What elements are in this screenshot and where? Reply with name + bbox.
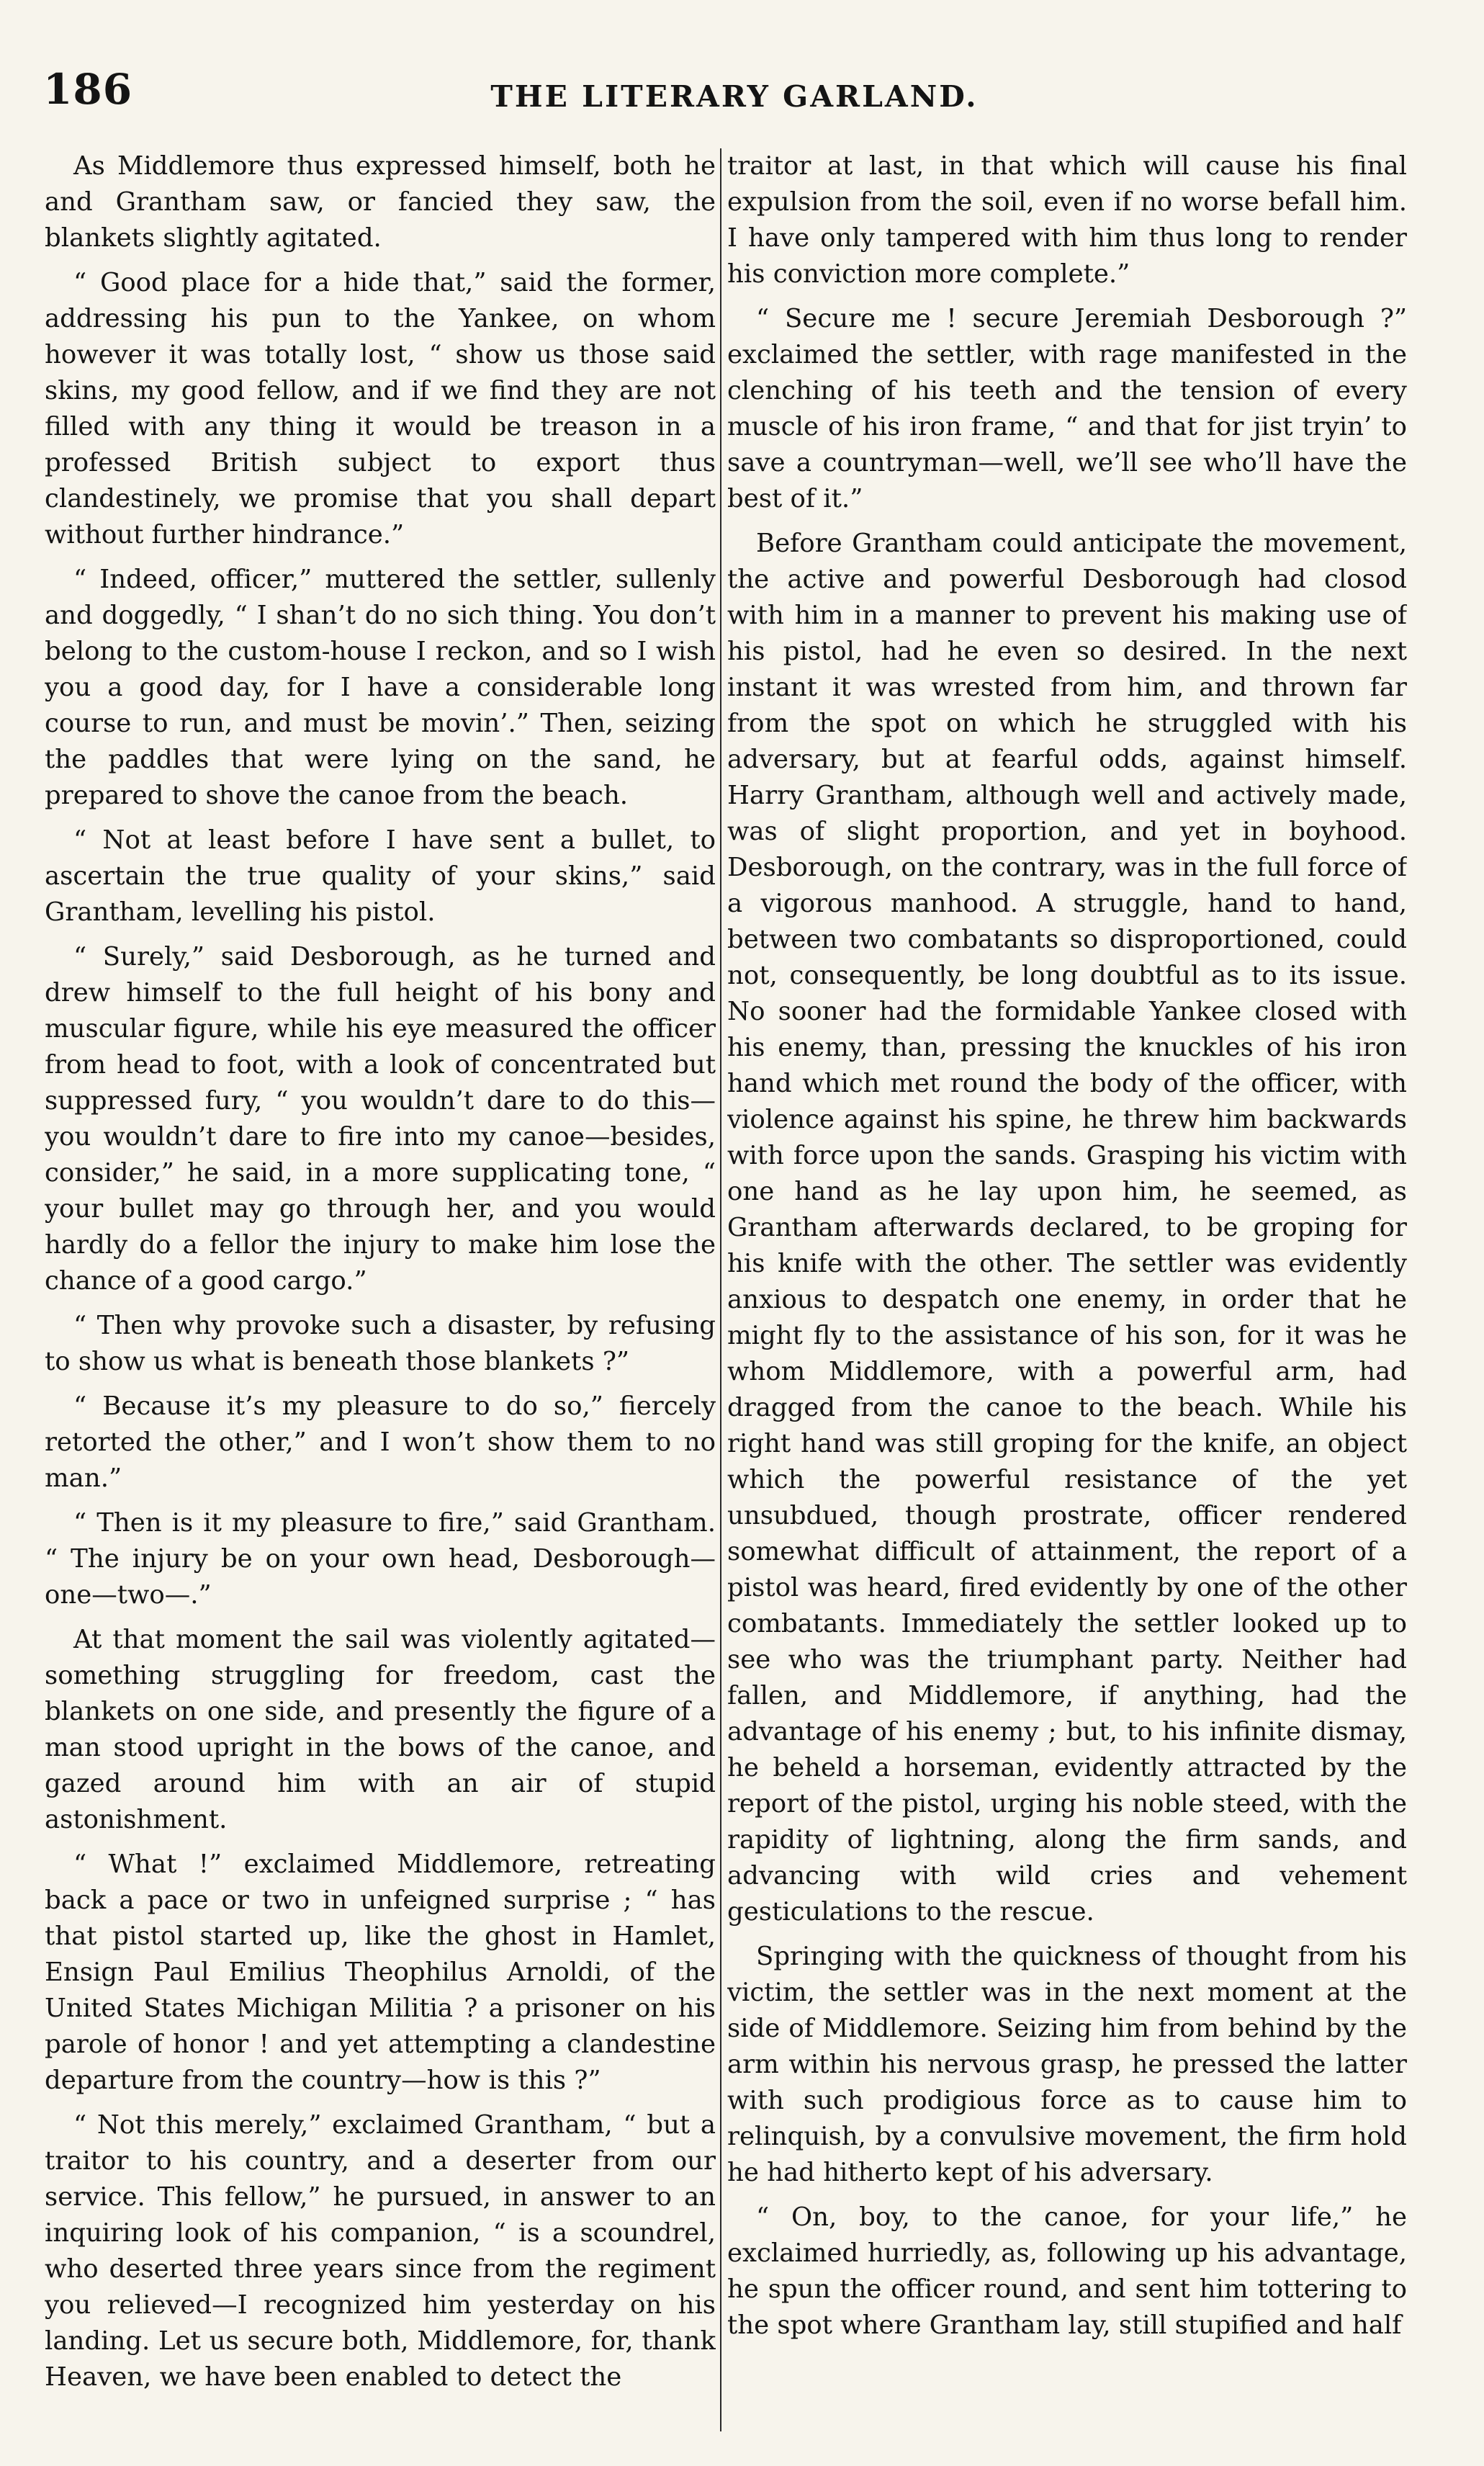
paragraph: “ Then is it my pleasure to fire,” said Grantham. “ The injury be on your own head, Desborough—one—two—.” [45, 1508, 716, 1610]
paragraph: “ Good place for a hide that,” said the former, addressing his pun to the Yankee, on whom however it was totally lost, “ show us those said skins, my good fellow, and if we find they are not filled with any thing it would be treason in a professed British subject to export thus clandestinely, we promise that you shall depart without further hindrance.” [45, 268, 716, 550]
paragraph: “ Surely,” said Desborough, as he turned and drew himself to the full height of his bony and muscular figure, while his eye measured the officer from head to foot, with a look of concentrated but suppressed fury, “ you wouldn’t dare to do this—you wouldn’t dare to fire into my canoe—besides, consider,” he said, in a more supplicating tone, “ your bullet may go through her, and you would hardly do a fellor the injury to make him lose the chance of a good cargo.” [45, 942, 716, 1296]
paragraph: Springing with the quickness of thought from his victim, the settler was in the next moment at the side of Middlemore. Seizing him from behind by the arm within his nervous grasp, he pressed the latter with such prodigious force as to cause him to relinquish, by a convulsive movement, the firm hold he had hitherto kept of his adversary. [727, 1942, 1407, 2187]
paragraph-continued: traitor at last, in that which will cause his final expulsion from the soil, even if no worse befall him. I have only tampered with him thus long to render his conviction more complete.” [727, 151, 1407, 289]
page-number: 186 [43, 65, 133, 114]
paragraph: At that moment the sail was violently agitated—something struggling for freedom, cast the blankets on one side, and presently the figure of a man stood upright in the bows of the canoe, and gazed around him with an air of stupid astonishment. [45, 1625, 716, 1834]
right-column [727, 148, 1407, 2431]
paragraph: As Middlemore thus expressed himself, both he and Grantham saw, or fancied they saw, the blankets slightly agitated. [45, 151, 716, 253]
paragraph: Before Grantham could anticipate the movement, the active and powerful Desborough had closod with him in a manner to prevent his making use of his pistol, had he even so desired. In the next instant it was wrested from him, and thrown far from the spot on which he struggled with his adversary, but at fearful odds, against himself. Harry Grantham, although well and actively made, was of slight proportion, and yet in boyhood. Desborough, on the contrary, was in the full force of a vigorous manhood. A struggle, hand to hand, between two combatants so disproportioned, could not, consequently, be long doubtful as to its issue. No sooner had the formidable Yankee closed with his enemy, than, pressing the knuckles of his iron hand which met round the body of the officer, with violence against his spine, he threw him backwards with force upon the sands. Grasping his victim with one hand as he lay upon him, he seemed, as Grantham afterwards declared, to be groping for his knife with the other. The settler was evidently anxious to despatch one enemy, in order that he might fly to the assistance of his son, for it was he whom Middlemore, with a powerful arm, had dragged from the canoe to the beach. While his right hand was still groping for the knife, an object which the powerful resistance of the yet unsubdued, though prostrate, officer rendered somewhat difficult of attainment, the report of a pistol was heard, fired evidently by one of the other combatants. Immediately the settler looked up to see who was the triumphant party. Neither had fallen, and Middlemore, if anything, had the advantage of his enemy ; but, to his infinite dismay, he beheld a horseman, evidently attracted by the report of the pistol, urging his noble steed, with the rapidity of lightning, along the firm sands, and advancing with wild cries and vehement gesticulations to the rescue. [727, 529, 1407, 1927]
running-title: THE LITERARY GARLAND. [490, 79, 979, 114]
paragraph: “ Indeed, officer,” muttered the settler, sullenly and doggedly, “ I shan’t do no sich thing. You don’t belong to the custom-house I reckon, and so I wish you a good day, for I have a considerable long course to run, and must be movin’.” Then, seizing the paddles that were lying on the sand, he prepared to shove the canoe from the beach. [45, 565, 716, 810]
paragraph: “ Not this merely,” exclaimed Grantham, “ but a traitor to his country, and a deserter from our service. This fellow,” he pursued, in answer to an inquiring look of his companion, “ is a scoundrel, who deserted three years since from the regiment you relieved—I recognized him yesterday on his landing. Let us secure both, Middlemore, for, thank Heaven, we have been enabled to detect the [45, 2110, 716, 2392]
paragraph: “ Secure me ! secure Jeremiah Desborough ?” exclaimed the settler, with rage manifested in the clenching of his teeth and the tension of every muscle of his iron frame, “ and that for jist tryin’ to save a countryman—well, we’ll see who’ll have the best of it.” [727, 304, 1407, 514]
paragraph: “ Then why provoke such a disaster, by refusing to show us what is beneath those blankets ?” [45, 1311, 716, 1376]
paragraph: “ On, boy, to the canoe, for your life,” he exclaimed hurriedly, as, following up his advantage, he spun the officer round, and sent him tottering to the spot where Grantham lay, still stupified and half [727, 2202, 1407, 2340]
left-column [45, 148, 716, 2431]
page-header [43, 60, 1426, 125]
paragraph: “ Not at least before I have sent a bullet, to ascertain the true quality of your skins,” said Grantham, levelling his pistol. [45, 825, 716, 927]
paragraph: “ What !” exclaimed Middlemore, retreating back a pace or two in unfeigned surprise ; “ has that pistol started up, like the ghost in Hamlet, Ensign Paul Emilius Theophilus Arnoldi, of the United States Michigan Militia ? a prisoner on his parole of honor ! and yet attempting a clandestine departure from the country—how is this ?” [45, 1849, 716, 2095]
paragraph: “ Because it’s my pleasure to do so,” fiercely retorted the other,” and I won’t show them to no man.” [45, 1391, 716, 1493]
column-divider [720, 148, 721, 2431]
